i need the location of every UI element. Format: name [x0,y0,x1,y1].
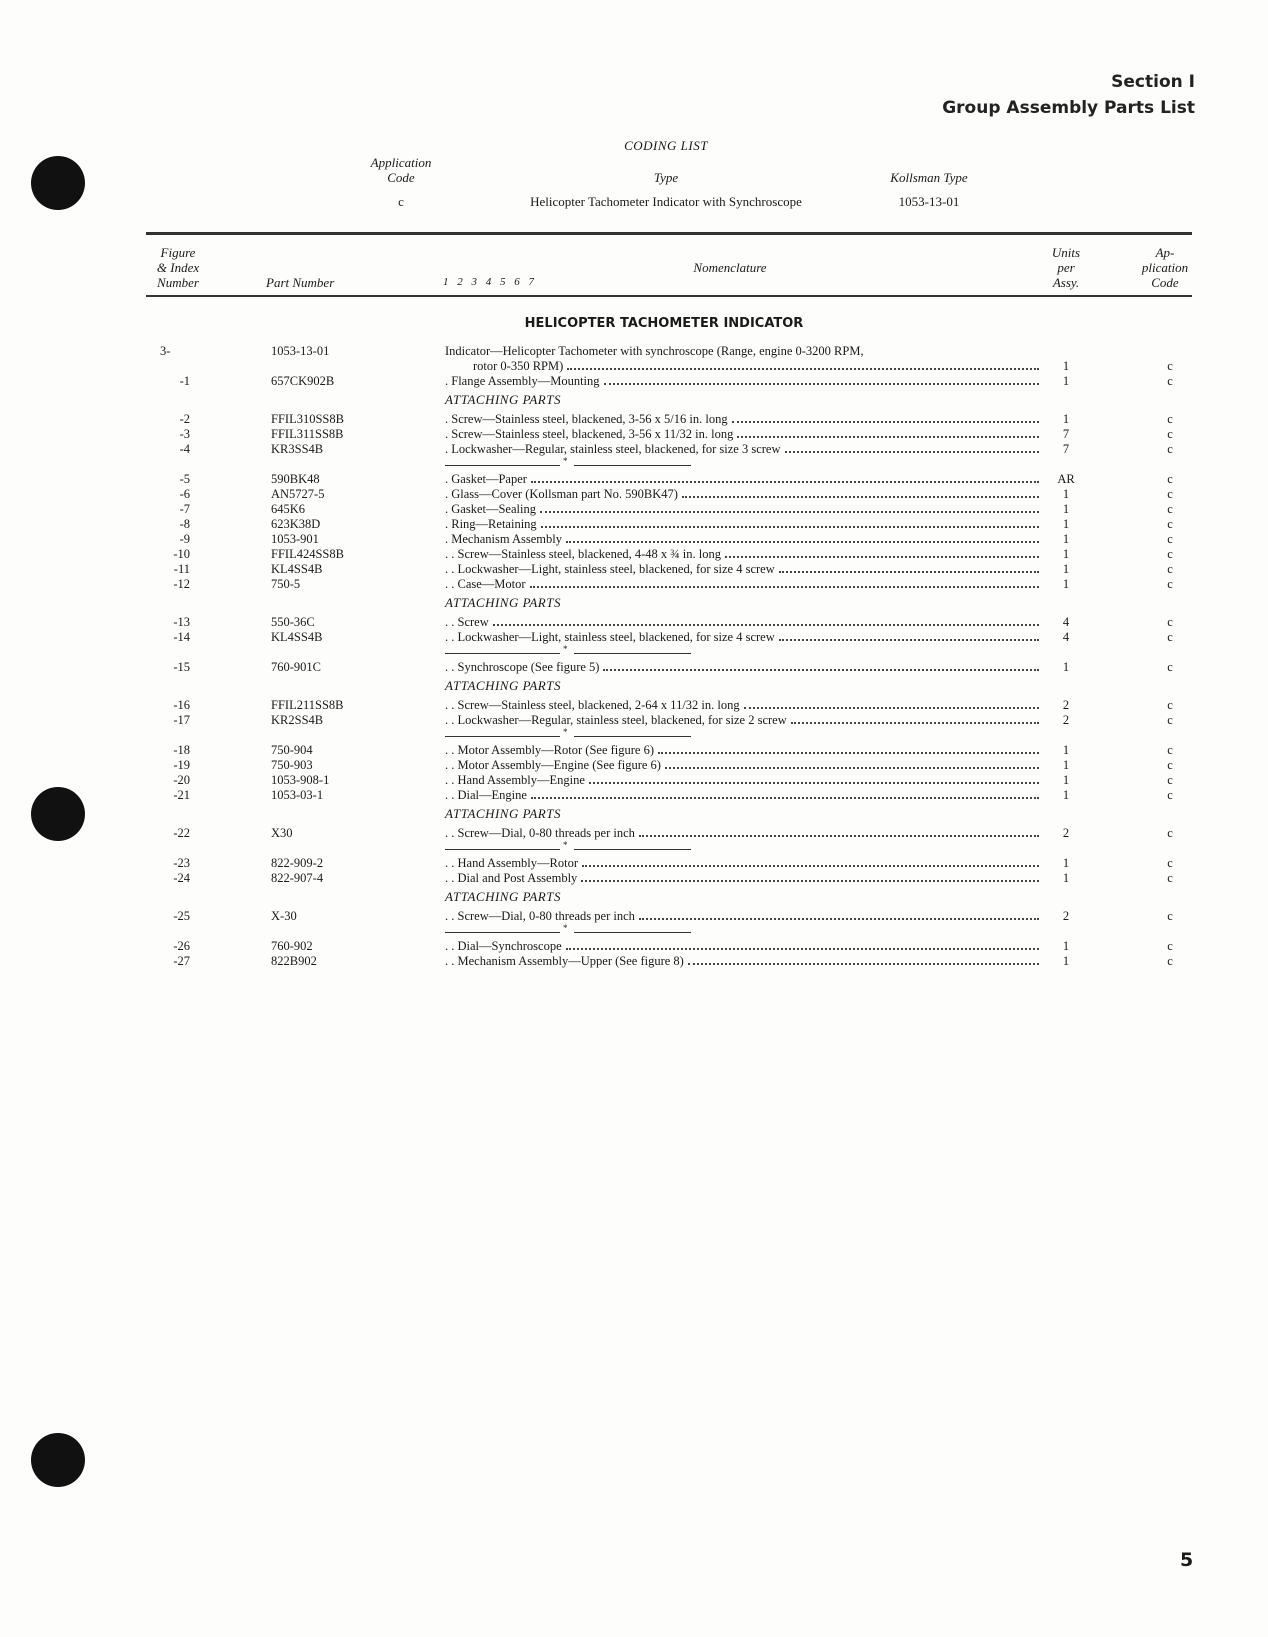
application-code: c [1167,517,1173,531]
table-row [0,909,1268,924]
part-number: FFIL311SS8B [271,427,344,441]
application-code: c [1167,502,1173,516]
application-code: c [1167,826,1173,840]
nomenclature [445,743,1042,758]
part-number: 623K38D [271,517,321,531]
nomenclature-text: . Ring—Retaining [445,517,537,531]
col-header-app-code-2: plication [1141,260,1189,275]
attaching-parts-heading [0,592,1268,611]
col-header-nomenclature: Nomenclature [693,260,767,275]
application-code: c [1167,939,1173,953]
application-code: c [1167,412,1173,426]
nomenclature-text: . Flange Assembly—Mounting [445,374,600,388]
units-per-assy: 1 [1062,532,1070,546]
application-code: c [1167,487,1173,501]
nomenclature [445,909,1042,924]
leader-dots [582,856,1039,867]
leader-dots [732,412,1039,423]
separator-line [574,849,691,850]
nomenclature-text: . . Lockwasher—Regular, stainless steel, blackened, for size 2 screw [445,713,787,727]
part-number: X30 [271,826,293,840]
figure-index: -27 [173,954,190,968]
leader-dots [725,547,1039,558]
part-number: 1053-901 [271,532,319,546]
nomenclature [445,826,1042,841]
part-number: 760-901C [271,660,321,674]
application-code: c [1167,698,1173,712]
nomenclature [445,773,1042,788]
figure-index: -3 [179,427,190,441]
nomenclature [445,713,1042,728]
nomenclature [445,577,1042,592]
separator [0,457,1268,472]
section-label: Section I [1111,72,1195,92]
nomenclature [445,502,1042,517]
units-per-assy: 1 [1062,773,1070,787]
leader-dots [639,909,1039,920]
nomenclature [445,532,1042,547]
leader-dots [581,871,1039,882]
col-header-part-number: Part Number [266,275,335,290]
application-code: c [1167,713,1173,727]
col-header-app-code-1: Ap- [1155,245,1175,260]
units-per-assy: 7 [1062,427,1070,441]
leader-dots [530,577,1039,588]
part-number: 590BK48 [271,472,320,486]
table-row [0,939,1268,954]
nomenclature [445,472,1042,487]
table-row [0,472,1268,487]
units-per-assy: 1 [1062,577,1070,591]
nomenclature [445,487,1042,502]
coding-col-app-code-2: Code [387,170,415,185]
nomenclature [445,412,1042,427]
part-number: 750-903 [271,758,313,772]
nomenclature [445,547,1042,562]
application-code: c [1167,909,1173,923]
table-row [0,698,1268,713]
leader-dots [604,374,1039,385]
application-code: c [1167,359,1173,373]
part-number: FFIL424SS8B [271,547,344,561]
leader-dots [785,442,1040,453]
figure-index: -4 [179,442,190,456]
col-header-app-code-3: Code [1151,275,1179,290]
leader-dots [779,630,1039,641]
coding-col-kollsman: Kollsman Type [890,170,968,185]
figure-index: -13 [173,615,190,629]
figure-index: -1 [179,374,190,388]
figure-index: -7 [179,502,190,516]
nomenclature-text: . . Hand Assembly—Engine [445,773,585,787]
figure-index: -23 [173,856,190,870]
col-header-units [1031,245,1101,290]
figure-index: -6 [179,487,190,501]
table-row [0,547,1268,562]
leader-dots [566,532,1039,543]
parts-rows [0,374,1268,969]
leader-dots [567,359,1039,370]
separator-mark: * [563,727,568,737]
figure-index: 3- [160,344,171,358]
separator-line [445,932,560,933]
nomenclature-text: . . Motor Assembly—Engine (See figure 6) [445,758,661,772]
col-header-figure-3: Number [157,275,199,290]
leader-dots [779,562,1039,573]
nomenclature-text: . Mechanism Assembly [445,532,563,546]
part-number: KL4SS4B [271,562,323,576]
table-row [0,412,1268,427]
figure-index: -20 [173,773,190,787]
figure-index: -16 [173,698,190,712]
nomenclature-text: . . Dial—Engine [445,788,527,802]
separator-line [574,736,691,737]
table-row [0,660,1268,675]
table-row [0,487,1268,502]
separator-line [445,653,560,654]
leader-dots [737,427,1039,438]
part-number: 750-904 [271,743,313,757]
nomenclature-text: . Gasket—Paper [445,472,527,486]
nomenclature [445,871,1042,886]
application-code: c [1167,374,1173,388]
nomenclature-text: . Gasket—Sealing [445,502,536,516]
part-number: KR2SS4B [271,713,324,727]
table-row [0,562,1268,577]
page-number: 5 [1180,1549,1194,1571]
nomenclature-text: . . Screw—Stainless steel, blackened, 4-48 x ¾ in. long [445,547,721,561]
leader-dots [658,743,1039,754]
nomenclature-text: . . Screw [445,615,489,629]
figure-index: -25 [173,909,190,923]
page-title: Group Assembly Parts List [942,98,1195,118]
table-row [0,344,1268,359]
leader-dots [603,660,1039,671]
table-row [0,713,1268,728]
units-per-assy: 1 [1062,871,1070,885]
table-row [0,826,1268,841]
nomenclature [445,698,1042,713]
table-row [0,954,1268,969]
nomenclature-text: . . Screw—Stainless steel, blackened, 2-64 x 11/32 in. long [445,698,740,712]
part-number: 822-907-4 [271,871,324,885]
units-per-assy: 1 [1062,954,1070,968]
table-row [0,773,1268,788]
attaching-parts-heading [0,389,1268,408]
nomenclature [445,630,1042,645]
application-code: c [1167,954,1173,968]
nomenclature [445,427,1042,442]
nomenclature-text: . . Mechanism Assembly—Upper (See figure 8) [445,954,684,968]
table-row [0,758,1268,773]
punch-hole [31,1433,85,1487]
part-number: 822B902 [271,954,317,968]
leader-dots [682,487,1039,498]
units-per-assy: 7 [1062,442,1070,456]
units-per-assy: 2 [1062,826,1070,840]
leader-dots [541,517,1039,528]
separator-line [445,849,560,850]
table-row [0,615,1268,630]
application-code: c [1167,562,1173,576]
units-per-assy: 1 [1062,660,1070,674]
coding-app-code: c [398,194,404,209]
col-header-app-code [1125,245,1205,290]
figure-index: -21 [173,788,190,802]
figure-index: -18 [173,743,190,757]
separator [0,645,1268,660]
nomenclature [445,939,1042,954]
nomenclature-text: . Glass—Cover (Kollsman part No. 590BK47) [445,487,678,501]
units-per-assy: 1 [1062,547,1070,561]
leader-dots [589,773,1039,784]
application-code: c [1167,773,1173,787]
coding-type: Helicopter Tachometer Indicator with Synchroscope [530,194,802,209]
nomenclature-text: rotor 0-350 RPM) [473,359,564,373]
part-number: FFIL211SS8B [271,698,344,712]
application-code: c [1167,743,1173,757]
col-header-figure-1: Figure [160,245,196,260]
nomenclature-text: . . Motor Assembly—Rotor (See figure 6) [445,743,655,757]
figure-index: -12 [173,577,190,591]
application-code: c [1167,630,1173,644]
attaching-parts-label: ATTACHING PARTS [445,392,561,407]
coding-col-type: Type [653,170,679,185]
figure-index: -22 [173,826,190,840]
application-code: c [1167,547,1173,561]
part-number: 822-909-2 [271,856,324,870]
col-header-units-1: Units [1051,245,1081,260]
nomenclature [445,442,1042,457]
table-row [0,427,1268,442]
nomenclature: Indicator—Helicopter Tachometer with synchroscope (Range, engine 0-3200 RPM, [445,344,864,358]
leader-dots [566,939,1039,950]
figure-index: -9 [179,532,190,546]
application-code: c [1167,615,1173,629]
figure-index: -15 [173,660,190,674]
separator-mark: * [563,923,568,933]
nomenclature [445,615,1042,630]
figure-index: -10 [173,547,190,561]
nomenclature [445,758,1042,773]
part-number: 1053-908-1 [271,773,330,787]
separator-mark: * [563,644,568,654]
part-number: 760-902 [271,939,313,953]
attaching-parts-heading [0,675,1268,694]
figure-index: -14 [173,630,190,644]
part-number: 750-5 [271,577,301,591]
application-code: c [1167,788,1173,802]
nomenclature-text: . Lockwasher—Regular, stainless steel, blackened, for size 3 screw [445,442,781,456]
nomenclature-text: . Screw—Stainless steel, blackened, 3-56 x 11/32 in. long [445,427,734,441]
figure-index: -2 [179,412,190,426]
table-row [0,871,1268,886]
units-per-assy: 1 [1062,502,1070,516]
attaching-parts-label: ATTACHING PARTS [445,595,561,610]
separator-mark: * [563,456,568,466]
nomenclature-text: . . Lockwasher—Light, stainless steel, blackened, for size 4 screw [445,562,775,576]
nomenclature-text: . . Dial—Synchroscope [445,939,562,953]
table-row [0,630,1268,645]
leader-dots [531,472,1039,483]
figure-index: -24 [173,871,190,885]
leader-dots [791,713,1039,724]
nomenclature-text: . . Synchroscope (See figure 5) [445,660,600,674]
part-number: 645K6 [271,502,306,516]
nomenclature [445,788,1042,803]
attaching-parts-label: ATTACHING PARTS [445,806,561,821]
part-number: 1053-03-1 [271,788,324,802]
nomenclature [445,954,1042,969]
attaching-parts-heading [0,803,1268,822]
units-per-assy: 2 [1062,909,1070,923]
nomenclature-text: . . Dial and Post Assembly [445,871,578,885]
part-number: KR3SS4B [271,442,324,456]
application-code: c [1167,532,1173,546]
separator [0,924,1268,939]
table-row [0,532,1268,547]
nomenclature [445,517,1042,532]
separator-line [445,736,560,737]
header-top-rule [146,232,1192,235]
application-code: c [1167,856,1173,870]
part-number: 1053-13-01 [271,344,330,358]
leader-dots [744,698,1039,709]
col-header-units-2: per [1057,260,1075,275]
units-per-assy: 1 [1062,487,1070,501]
table-row [0,743,1268,758]
application-code: c [1167,660,1173,674]
header-bottom-rule [146,295,1192,297]
nomenclature-text: . . Lockwasher—Light, stainless steel, blackened, for size 4 screw [445,630,775,644]
figure-index: -5 [179,472,190,486]
units-per-assy: 1 [1062,562,1070,576]
separator [0,841,1268,856]
table-row [0,374,1268,389]
nomenclature-text: . . Screw—Dial, 0-80 threads per inch [445,909,635,923]
leader-dots [688,954,1039,965]
separator-line [445,465,560,466]
units-per-assy: 1 [1062,517,1070,531]
leader-dots [493,615,1039,626]
figure-index: -26 [173,939,190,953]
table-row [0,502,1268,517]
application-code: c [1167,871,1173,885]
units-per-assy: 1 [1062,939,1070,953]
separator-line [574,932,691,933]
col-header-figure-2: & Index [156,260,200,275]
part-number: 550-36C [271,615,315,629]
table-row [0,788,1268,803]
units-per-assy: 2 [1062,698,1070,712]
col-header-units-3: Assy. [1052,275,1080,290]
nomenclature [445,562,1042,577]
units-per-assy: 1 [1062,788,1070,802]
units-per-assy: 1 [1062,856,1070,870]
col-header-figure [143,245,213,290]
coding-list-title: CODING LIST [624,138,708,153]
nomenclature-text: . . Hand Assembly—Rotor [445,856,578,870]
application-code: c [1167,577,1173,591]
nomenclature [445,660,1042,675]
coding-col-app-code-1: Application [370,155,432,170]
table-row [0,517,1268,532]
leader-dots [665,758,1039,769]
units-per-assy: 1 [1062,359,1070,373]
application-code: c [1167,427,1173,441]
nomenclature-text: . Screw—Stainless steel, blackened, 3-56 x 5/16 in. long [445,412,728,426]
figure-index: -19 [173,758,190,772]
part-number: AN5727-5 [271,487,325,501]
part-number: X-30 [271,909,297,923]
table-row [0,577,1268,592]
nomenclature [473,359,1042,374]
units-per-assy: 4 [1062,630,1070,644]
separator-line [574,653,691,654]
nomenclature-text: . . Case—Motor [445,577,526,591]
leader-dots [639,826,1039,837]
units-per-assy: 2 [1062,713,1070,727]
separator-line [574,465,691,466]
nomenclature [445,374,1042,389]
punch-hole [31,156,85,210]
col-header-levels: 1 2 3 4 5 6 7 [443,276,534,288]
coding-kollsman-type: 1053-13-01 [898,194,960,209]
application-code: c [1167,758,1173,772]
leader-dots [540,502,1039,513]
units-per-assy: 4 [1062,615,1070,629]
figure-index: -17 [173,713,190,727]
section-title: HELICOPTER TACHOMETER INDICATOR [524,316,804,331]
units-per-assy: 1 [1062,412,1070,426]
part-number: 657CK902B [271,374,335,388]
figure-index: -11 [173,562,190,576]
units-per-assy: AR [1057,472,1075,486]
parts-list [0,344,1268,969]
table-row-continuation [0,359,1268,374]
separator [0,728,1268,743]
application-code: c [1167,472,1173,486]
part-number: KL4SS4B [271,630,323,644]
attaching-parts-label: ATTACHING PARTS [445,889,561,904]
separator-mark: * [563,840,568,850]
application-code: c [1167,442,1173,456]
table-row [0,856,1268,871]
attaching-parts-heading [0,886,1268,905]
units-per-assy: 1 [1062,374,1070,388]
leader-dots [531,788,1039,799]
table-row [0,442,1268,457]
units-per-assy: 1 [1062,758,1070,772]
nomenclature-text: . . Screw—Dial, 0-80 threads per inch [445,826,635,840]
figure-index: -8 [179,517,190,531]
part-number: FFIL310SS8B [271,412,344,426]
units-per-assy: 1 [1062,743,1070,757]
nomenclature [445,856,1042,871]
attaching-parts-label: ATTACHING PARTS [445,678,561,693]
